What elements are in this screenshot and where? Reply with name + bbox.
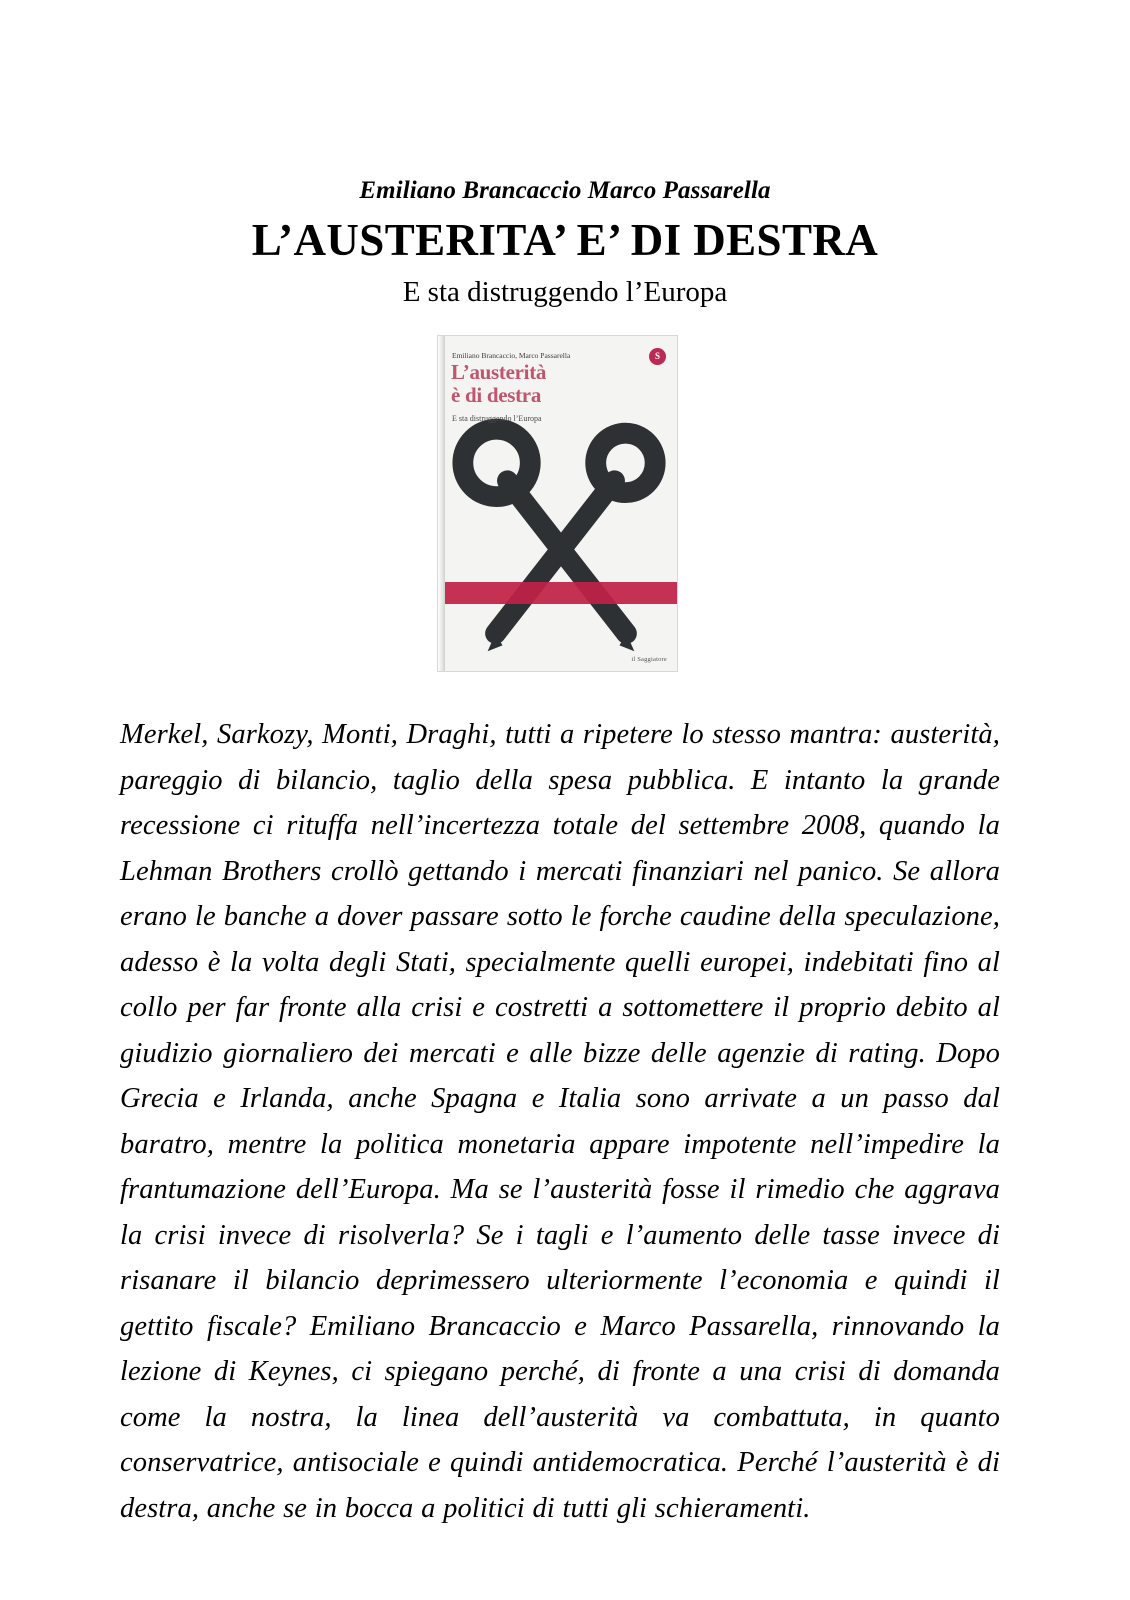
scissors-handle-left [463,429,530,496]
cover-publisher: il Saggiatore [631,656,667,663]
book-cover-image [437,335,678,672]
cover-subtitle: E sta distruggendo l’Europa [452,414,542,423]
scissors-handle-right [596,433,655,492]
page-title: L’AUSTERITA’ E’ DI DESTRA [251,215,879,265]
cover-title-line2: è di destra [451,383,542,407]
cover-red-band [445,582,677,604]
document-header [0,176,1130,310]
body-paragraph: Merkel, Sarkozy, Monti, Draghi, tutti a ripetere lo stesso mantra: austerità, pareggio di bilancio, taglio della spesa pubblica. E intanto la grande recessione ci rituffa nell’incertezza totale del settembre 2008, quando la Lehman Brothers crollò gettando i mercati finanziari nel panico. Se allora erano le banche a dover passare sotto le forche caudine della speculazione, adesso è la volta degli Stati, specialmente quelli europei, indebitati fino al collo per far fronte alla crisi e costretti a sottomettere il proprio debito al giudizio giornaliero dei mercati e alle bizze delle agenzie di rating. Dopo Grecia e Irlanda, anche Spagna e Italia sono arrivate a un passo dal baratro, mentre la politica monetaria appare impotente nell’impedire la frantumazione dell’Europa. Ma se l’austerità fosse il rimedio che aggrava la crisi invece di risolverla? Se i tagli e l’aumento delle tasse invece di risanare il bilancio deprimessero ulteriormente l’economia e quindi il gettito fiscale? Emiliano Brancaccio e Marco Passarella, rinnovando la lezione di Keynes, ci spiegano perché, di fronte a una crisi di domanda come la nostra, la linea dell’austerità va combattuta, in quanto conservatrice, antisociale e quindi antidemocratica. Perché l’austerità è di destra, anche se in bocca a politici di tutti gli schieramenti. [120,719,1000,1524]
book-cover [437,335,678,672]
publisher-badge-icon: S [649,348,666,365]
authors-line: Emiliano Brancaccio Marco Passarella [359,177,771,204]
cover-authors: Emiliano Brancaccio, Marco Passarella [452,351,571,360]
book-spine [438,336,445,671]
cover-title [451,361,667,407]
page-subtitle: E sta distruggendo l’Europa [402,276,728,308]
cover-title-line1: L’austerità [451,360,547,384]
